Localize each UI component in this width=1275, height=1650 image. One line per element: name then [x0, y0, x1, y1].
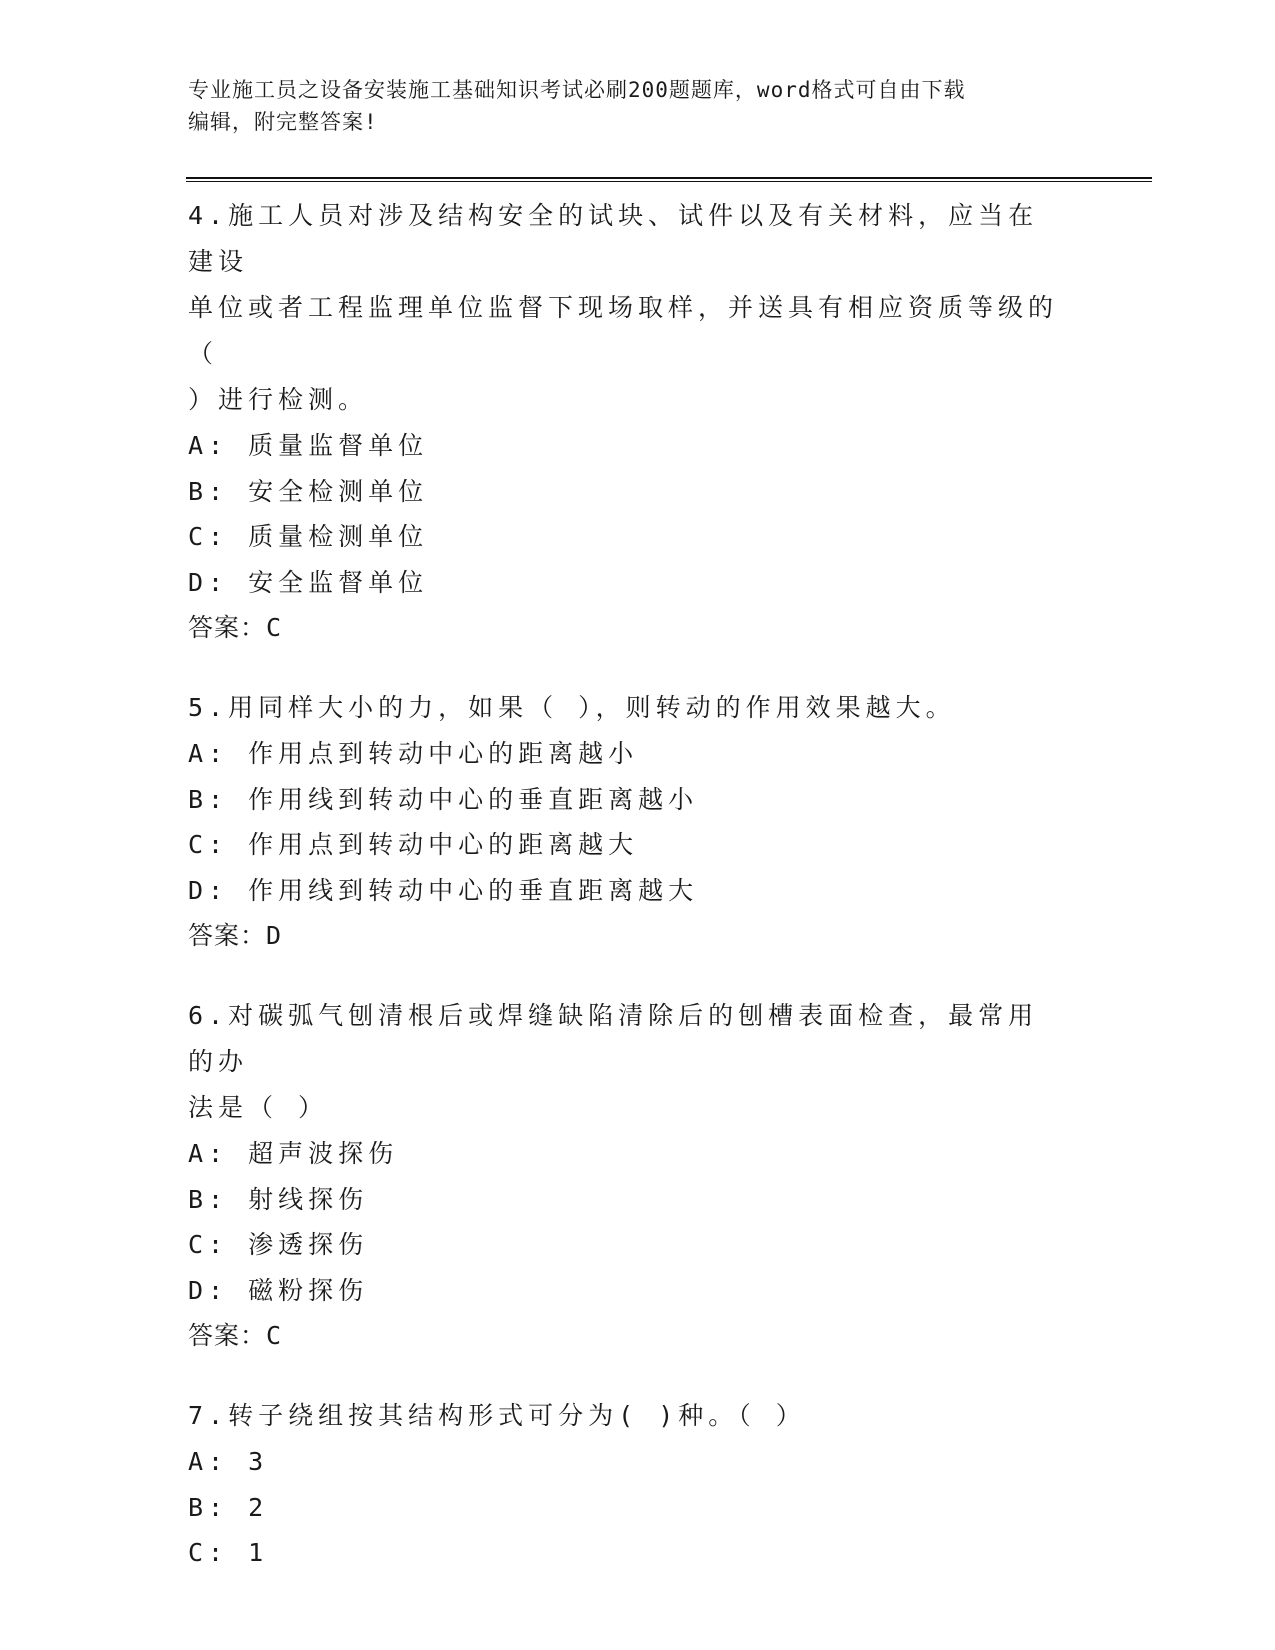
question-6-option-d: D: 磁粉探伤 [188, 1275, 369, 1305]
question-4-option-a: A: 质量监督单位 [188, 431, 429, 460]
question-6-line-2: 法是（ ） [188, 1093, 329, 1122]
question-7-option-a: A: 3 [188, 1447, 269, 1476]
header-line-1: 专业施工员之设备安装施工基础知识考试必刷200题题库，word格式可自由下载 [188, 78, 966, 102]
answer-label: 答案： [188, 613, 267, 642]
document-header [188, 74, 1068, 138]
question-4-line-3: ）进行检测。 [188, 385, 369, 414]
question-6-line-1: 6.对碳弧气刨清根后或焊缝缺陷清除后的刨槽表面检查，最常用的办 [188, 1001, 1039, 1076]
question-6-answer [188, 1313, 1068, 1359]
question-5 [188, 685, 1068, 959]
answer-value: D [266, 921, 283, 950]
question-6-option-c: C: 渗透探伤 [188, 1230, 369, 1259]
question-4-answer [188, 605, 1068, 651]
question-5-option-b: B: 作用线到转动中心的垂直距离越小 [188, 784, 699, 814]
question-4-line-2: 单位或者工程监理单位监督下现场取样，并送具有相应资质等级的（ [188, 293, 1059, 368]
header-line-2: 编辑，附完整答案! [188, 110, 378, 134]
question-5-line-1: 5.用同样大小的力，如果（ ），则转动的作用效果越大。 [188, 693, 956, 722]
question-7-option-b: B: 2 [188, 1492, 269, 1522]
question-7-option-c: C: 1 [188, 1538, 269, 1567]
question-list [188, 193, 1068, 1610]
question-4 [188, 193, 1068, 651]
question-5-option-c: C: 作用点到转动中心的距离越大 [188, 830, 639, 859]
answer-value: C [266, 1321, 283, 1350]
question-7-line-1: 7.转子绕组按其结构形式可分为( )种。（ ） [188, 1401, 806, 1430]
answer-label: 答案： [188, 1321, 267, 1350]
question-5-option-a: A: 作用点到转动中心的距离越小 [188, 739, 639, 768]
question-5-answer [188, 913, 1068, 959]
header-divider-thick [186, 177, 1152, 179]
question-6-option-b: B: 射线探伤 [188, 1184, 369, 1214]
question-4-line-1: 4.施工人员对涉及结构安全的试块、试件以及有关材料，应当在建设 [188, 201, 1039, 276]
question-6 [188, 993, 1068, 1359]
question-4-option-b: B: 安全检测单位 [188, 476, 429, 506]
question-5-option-d: D: 作用线到转动中心的垂直距离越大 [188, 875, 699, 905]
answer-label: 答案： [188, 921, 267, 950]
question-6-option-a: A: 超声波探伤 [188, 1139, 399, 1168]
question-4-option-c: C: 质量检测单位 [188, 522, 429, 551]
answer-value: C [266, 613, 283, 642]
header-divider-thin [186, 181, 1152, 182]
question-7 [188, 1393, 1068, 1576]
question-4-option-d: D: 安全监督单位 [188, 567, 429, 597]
